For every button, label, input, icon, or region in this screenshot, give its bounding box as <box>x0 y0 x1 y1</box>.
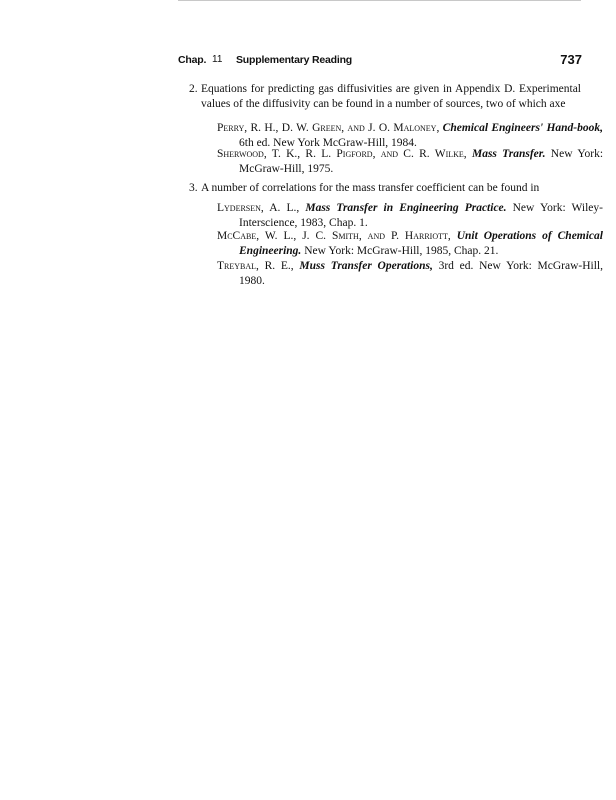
reading-item-2 <box>189 82 581 112</box>
item-text: Equations for predicting gas diffusivities are given in Appendix D. Experimental values of the diffusivity can be found in a number of sources, two of which axe <box>201 83 581 110</box>
reference-authors: Sherwood, T. K., R. L. Pigford, and C. R. Wilke, <box>217 148 467 160</box>
reference-title: Unit Operations of Chemical Engineering. <box>239 230 603 257</box>
section-title: Supplementary Reading <box>236 54 352 66</box>
reference-perry <box>217 121 603 150</box>
reference-publisher: New York: McGraw-Hill, 1975. <box>239 148 604 175</box>
reference-title: Muss Transfer Operations, <box>299 260 433 272</box>
item-text: A number of correlations for the mass transfer coefficient can be found in <box>201 182 540 194</box>
reference-publisher: 3rd ed. New York: McGraw-Hill, 1980. <box>239 260 603 287</box>
reference-publisher: New York: McGraw-Hill, 1985, Chap. 21. <box>304 244 499 257</box>
reference-title: Mass Transfer in Engineering Practice. <box>305 202 507 214</box>
top-rule <box>178 0 581 1</box>
page-header <box>178 54 582 70</box>
reference-authors: Treybal, R. E., <box>217 260 294 272</box>
reference-publisher: 6th ed. New York McGraw-Hill, 1984. <box>239 136 417 149</box>
page-number: 737 <box>560 52 582 67</box>
item-number: 3. <box>189 182 198 194</box>
reference-treybal <box>217 259 603 288</box>
item-number: 2. <box>189 83 198 95</box>
reference-authors: Perry, R. H., D. W. Green, and J. O. Maloney, <box>217 122 440 134</box>
reference-publisher: New York: Wiley-Interscience, 1983, Chap. 1. <box>239 202 603 229</box>
reference-title: Mass Transfer. <box>471 148 546 160</box>
reference-authors: McCabe, W. L., J. C. Smith, and P. Harriott, <box>217 230 451 242</box>
reading-item-3 <box>189 181 581 196</box>
reference-sherwood <box>217 147 603 176</box>
reference-authors: Lydersen, A. L., <box>217 202 300 214</box>
reference-lydersen <box>217 201 603 230</box>
chapter-label: Chap. <box>178 54 207 66</box>
chapter-number: 11 <box>212 54 223 65</box>
reference-mccabe <box>217 229 603 258</box>
reference-title: Chemical Engineers' Hand-book, <box>442 122 604 134</box>
